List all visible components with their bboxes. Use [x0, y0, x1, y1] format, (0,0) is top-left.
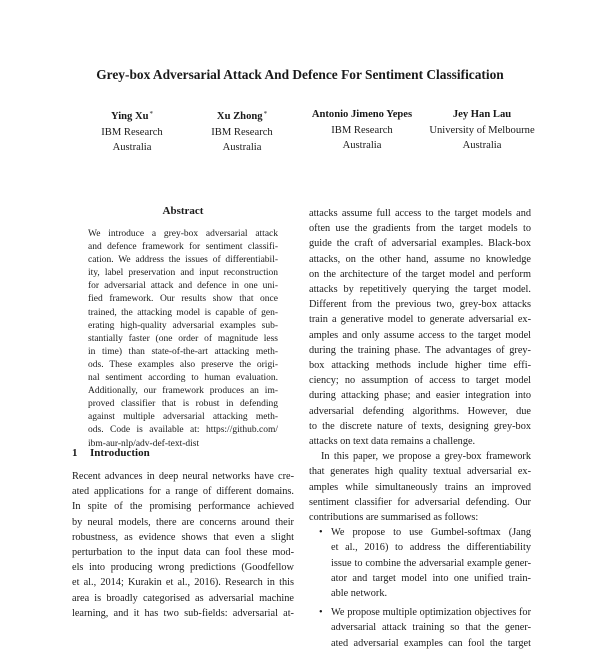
- text-line: contributions are summarised as follows:: [309, 512, 479, 524]
- text-line: train a generative model to generate adversarial ex-: [309, 314, 531, 326]
- bullet-icon: •: [319, 527, 323, 539]
- section-heading-introduction: [72, 447, 150, 459]
- text-line: often use the gradients from the target models to: [309, 223, 531, 235]
- text-line: We introduce a grey-box adversarial attack: [88, 229, 278, 239]
- text-line: robustness, as evidence shows that even a slight: [72, 531, 294, 543]
- section-title: Introduction: [90, 447, 150, 459]
- abstract-heading: Abstract: [162, 205, 204, 217]
- introduction-body: [72, 469, 294, 621]
- right-paragraph-2: [309, 449, 531, 525]
- text-line: ods. Code is available at: https://github.com/: [88, 425, 278, 436]
- text-line: perturbation to the input data can fool these mod-: [72, 547, 294, 559]
- author-country: Australia: [112, 142, 152, 153]
- text-line: attacks assume full access to the target models and: [309, 208, 531, 219]
- text-line: In this paper, we propose a grey-box framework: [321, 451, 531, 463]
- author-affiliation: University of Melbourne: [429, 124, 535, 136]
- author-country: Australia: [342, 140, 382, 151]
- contribution-bullet-1: [309, 525, 531, 601]
- text-line: et al., 2014; Kurakin et al., 2016). Research in this: [72, 577, 294, 589]
- author-block: [172, 107, 312, 156]
- author-name: Xu Zhong: [216, 111, 263, 122]
- text-line: on the architecture of the target model and perform: [309, 268, 531, 280]
- author-country: Australia: [222, 142, 262, 153]
- author-name: Ying Xu: [110, 111, 149, 122]
- text-line: Recent advances in deep neural networks have cre-: [72, 471, 294, 482]
- text-line: attacks, on the other hand, assume no knowledge: [309, 253, 531, 265]
- text-line: guide the craft of adversarial examples. Black-box: [309, 238, 531, 250]
- text-line: to the discrete nature of texts, designing grey-box: [309, 420, 531, 432]
- contribution-bullet-2: [309, 605, 531, 651]
- author-affiliation: IBM Research: [101, 126, 163, 138]
- text-line: ated adversarial examples can fool the target: [331, 637, 531, 649]
- text-line: adversarial defending algorithms. However, due: [309, 405, 531, 417]
- author-name: Antonio Jimeno Yepes: [311, 109, 413, 120]
- text-line: Additionally, our framework produces an im-: [88, 386, 278, 397]
- text-line: against multiple adversarial attacking meth-: [88, 412, 278, 423]
- text-line: In spite of the promising performance achieved: [72, 501, 294, 513]
- text-line: We propose to use Gumbel-softmax (Jang: [331, 527, 531, 539]
- text-line: during the training phase. The advantages of grey-: [309, 344, 531, 356]
- text-line: amples while simultaneously trains an improved: [309, 481, 531, 493]
- text-line: attacks on text data remains a challenge.: [309, 436, 476, 448]
- text-line: Different from the previous two, grey-box attacks: [309, 299, 531, 311]
- text-line: fied framework. Our results show that once: [88, 294, 278, 305]
- section-number: 1: [72, 447, 78, 459]
- author-block: [412, 107, 552, 154]
- right-paragraph-1: [309, 206, 531, 449]
- text-line: able network.: [331, 588, 388, 600]
- text-line: els into producing wrong predictions (Goodfellow: [72, 562, 294, 574]
- text-line: ods. These examples also preserve the origi-: [88, 359, 278, 370]
- text-line: area is broadly categorised as adversarial machine: [72, 592, 294, 604]
- text-line: by neural models, there are concerns around their: [72, 516, 294, 528]
- equal-contribution-mark: *: [263, 110, 268, 118]
- text-line: stantially faster (one order of magnitude less: [88, 333, 278, 344]
- text-line: ated applications for a range of different domains.: [72, 486, 294, 498]
- text-line: in time) than state-of-the-art attacking meth-: [88, 346, 278, 357]
- text-line: ity, label preservation and input reconstruction: [88, 268, 278, 279]
- paper-title: Grey-box Adversarial Attack And Defence For Sentiment Classification: [96, 67, 504, 82]
- text-line: erating high-quality adversarial examples sub-: [88, 320, 278, 331]
- text-line: for adversarial attack and defence in one uni-: [88, 281, 278, 292]
- text-line: learning, and it has two sub-fields: adversarial at-: [72, 607, 294, 619]
- text-line: ibm-aur-nlp/adv-def-text-dist: [88, 438, 200, 449]
- text-line: that generates high quality textual adversarial ex-: [309, 466, 531, 478]
- text-line: ator and target model into one unified train-: [331, 572, 531, 584]
- text-line: proved classifier that is robust in defending: [88, 399, 278, 410]
- author-block: [292, 107, 432, 154]
- text-line: nal sentiment according to human evaluation.: [88, 373, 278, 384]
- bullet-icon: •: [319, 607, 323, 619]
- author-affiliation: IBM Research: [331, 124, 393, 136]
- abstract-body: [88, 228, 278, 451]
- text-line: during attacking phase; and easier integration into: [309, 390, 531, 402]
- text-line: We propose multiple optimization objectives for: [331, 607, 531, 619]
- text-line: et al., 2016) to address the differentiability: [331, 542, 531, 554]
- text-line: attacks by repetitively querying the target model.: [309, 284, 531, 296]
- author-name: Jey Han Lau: [452, 109, 512, 120]
- text-line: amples and only assume access to the target model: [309, 329, 531, 341]
- text-line: cation. We address the issues of differentiabil-: [88, 255, 278, 266]
- text-line: trained, the attacking model is capable of gen-: [88, 307, 278, 318]
- text-line: ciency; no assumption of access to target model: [309, 375, 531, 387]
- text-line: issue to combine the adversarial example gener-: [331, 557, 531, 569]
- right-column-body: [309, 206, 531, 651]
- text-line: and defence framework for sentiment classifi-: [88, 242, 278, 253]
- author-country: Australia: [462, 140, 502, 151]
- text-line: sentiment classifier for adversarial defending. Our: [309, 496, 531, 508]
- text-line: box attacking methods include higher time effi-: [309, 360, 531, 372]
- text-line: adversarial attack training so that the gener-: [331, 622, 531, 634]
- equal-contribution-mark: *: [149, 110, 154, 118]
- author-affiliation: IBM Research: [211, 126, 273, 138]
